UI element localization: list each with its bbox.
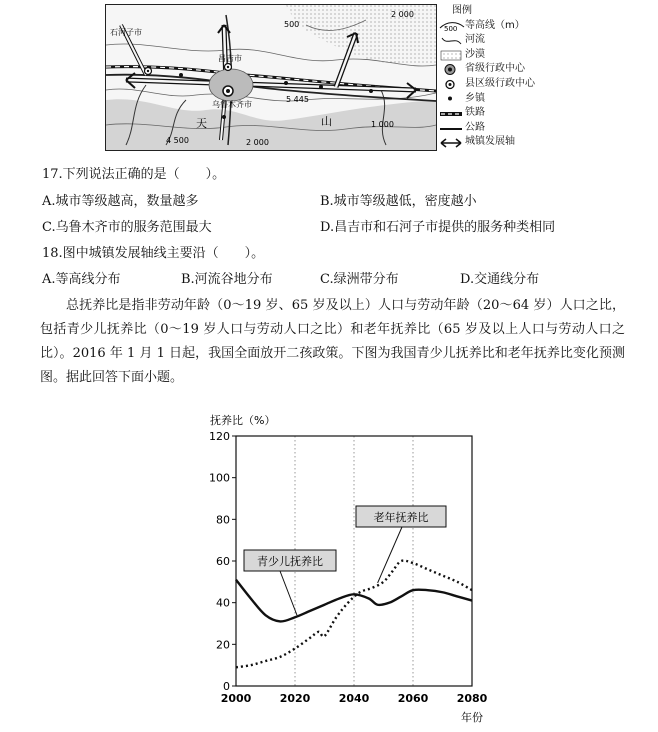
q18-option-a[interactable]: A.等高线分布 <box>42 272 121 287</box>
county-center-dot <box>227 66 229 68</box>
province-center-dot <box>226 89 230 93</box>
legend-row-town <box>439 92 654 107</box>
y-axis-label: 抚养比（%） <box>210 414 276 427</box>
q18-option-c[interactable]: C.绿洲带分布 <box>320 272 399 287</box>
urumqi-region-map <box>105 4 437 151</box>
y-tick-label: 40 <box>216 596 230 610</box>
province-center-icon <box>439 63 465 76</box>
legend-label-province: 省级行政中心 <box>465 63 525 75</box>
county-center-icon <box>439 78 465 91</box>
town-marker <box>179 73 183 77</box>
y-tick-label: 100 <box>209 471 230 485</box>
legend-row-railway <box>439 106 654 121</box>
legend-label-railway: 铁路 <box>465 107 485 119</box>
x-tick-label: 2080 <box>456 692 488 705</box>
label-tian: 天 <box>196 117 207 130</box>
town-marker <box>319 85 323 89</box>
town-marker <box>284 81 288 85</box>
y-tick-label: 80 <box>216 513 230 527</box>
q17-option-c[interactable]: C.乌鲁木齐市的服务范围最大 <box>42 220 212 235</box>
legend-row-province <box>439 62 654 77</box>
label-shan: 山 <box>321 115 332 128</box>
annotation-elder <box>356 506 446 583</box>
annotation-youth-arrow <box>280 571 297 615</box>
legend-label-desert: 沙漠 <box>465 48 485 60</box>
annotation-youth-text: 青少儿抚养比 <box>257 555 323 568</box>
x-tick-label: 2000 <box>220 692 252 705</box>
q18-option-d[interactable]: D.交通线分布 <box>460 272 540 287</box>
road-icon <box>439 122 465 135</box>
y-tick-label: 60 <box>216 555 230 568</box>
label-contour-1000: 1 000 <box>371 120 394 129</box>
county-center-dot <box>147 70 149 72</box>
label-changji: 昌吉市 <box>218 54 242 63</box>
legend-label-town: 乡镇 <box>465 92 485 104</box>
q17-stem: 17.下列说法正确的是（ ）。 <box>42 167 226 182</box>
q17-option-d[interactable]: D.昌吉市和石河子市提供的服务种类相同 <box>320 220 556 235</box>
label-contour-2000-top: 2 000 <box>391 10 414 19</box>
y-tick-label: 0 <box>223 680 230 693</box>
label-shihezi: 石河子市 <box>110 28 142 37</box>
dependency-ratio-chart <box>180 408 510 728</box>
label-contour-2000-bottom: 2 000 <box>246 138 269 147</box>
urumqi-urban-area <box>209 69 253 101</box>
label-urumqi: 乌鲁木齐市 <box>212 100 252 109</box>
axis-icon <box>439 136 465 149</box>
legend-label-contour: 等高线（m） <box>465 19 525 31</box>
legend-row-river <box>439 33 654 48</box>
map-legend <box>439 4 654 150</box>
svg-text:500: 500 <box>444 25 458 33</box>
river-icon <box>439 34 465 47</box>
legend-row-road <box>439 121 654 136</box>
q18-option-b[interactable]: B.河流谷地分布 <box>181 272 273 287</box>
label-contour-500: 500 <box>284 20 300 29</box>
legend-row-contour <box>439 19 654 34</box>
q17-option-b[interactable]: B.城市等级越低，密度越小 <box>320 194 477 209</box>
dependency-ratio-passage: 总抚养比是指非劳动年龄（0～19 岁、65 岁及以上）人口与劳动年龄（20～64 岁）人口之比，包括青少儿抚养比（0～19 岁人口与劳动人口之比）和老年抚养比（65 岁及以上人口与劳动人口之比）。2016 年 1 月 1 日起，我国全面放开二孩政策。下图为我国青少儿抚养比和老年抚养比变化预测图。据此回答下面小题。 <box>40 298 625 385</box>
x-tick-label: 2060 <box>397 692 429 705</box>
chart-svg <box>180 408 510 728</box>
contour-icon <box>439 19 465 32</box>
legend-row-county <box>439 77 654 92</box>
legend-label-county: 县区级行政中心 <box>465 77 535 89</box>
legend-row-axis <box>439 135 654 150</box>
x-tick-label: 2040 <box>338 692 370 705</box>
railway-icon <box>439 107 465 120</box>
legend-label-river: 河流 <box>465 34 485 46</box>
town-marker <box>222 115 226 119</box>
legend-title: 图例 <box>452 5 472 16</box>
label-peak-5445: 5 445 <box>286 95 309 104</box>
legend-row-desert <box>439 48 654 63</box>
q17-option-a[interactable]: A.城市等级越高，数量越多 <box>42 194 199 209</box>
label-contour-4500: 4 500 <box>166 136 189 145</box>
y-tick-label: 20 <box>216 638 230 652</box>
town-marker <box>369 89 373 93</box>
q18-stem: 18.图中城镇发展轴线主要沿（ ）。 <box>42 246 265 261</box>
legend-label-axis: 城镇发展轴 <box>465 136 515 148</box>
town-icon <box>439 92 465 105</box>
y-tick-label: 120 <box>209 430 230 443</box>
x-axis-label: 年份 <box>461 711 483 724</box>
annotation-elder-text: 老年抚养比 <box>373 511 429 524</box>
desert-icon <box>439 49 465 62</box>
legend-label-road: 公路 <box>465 121 485 133</box>
map-drawing <box>106 5 436 150</box>
x-tick-label: 2020 <box>279 692 311 705</box>
